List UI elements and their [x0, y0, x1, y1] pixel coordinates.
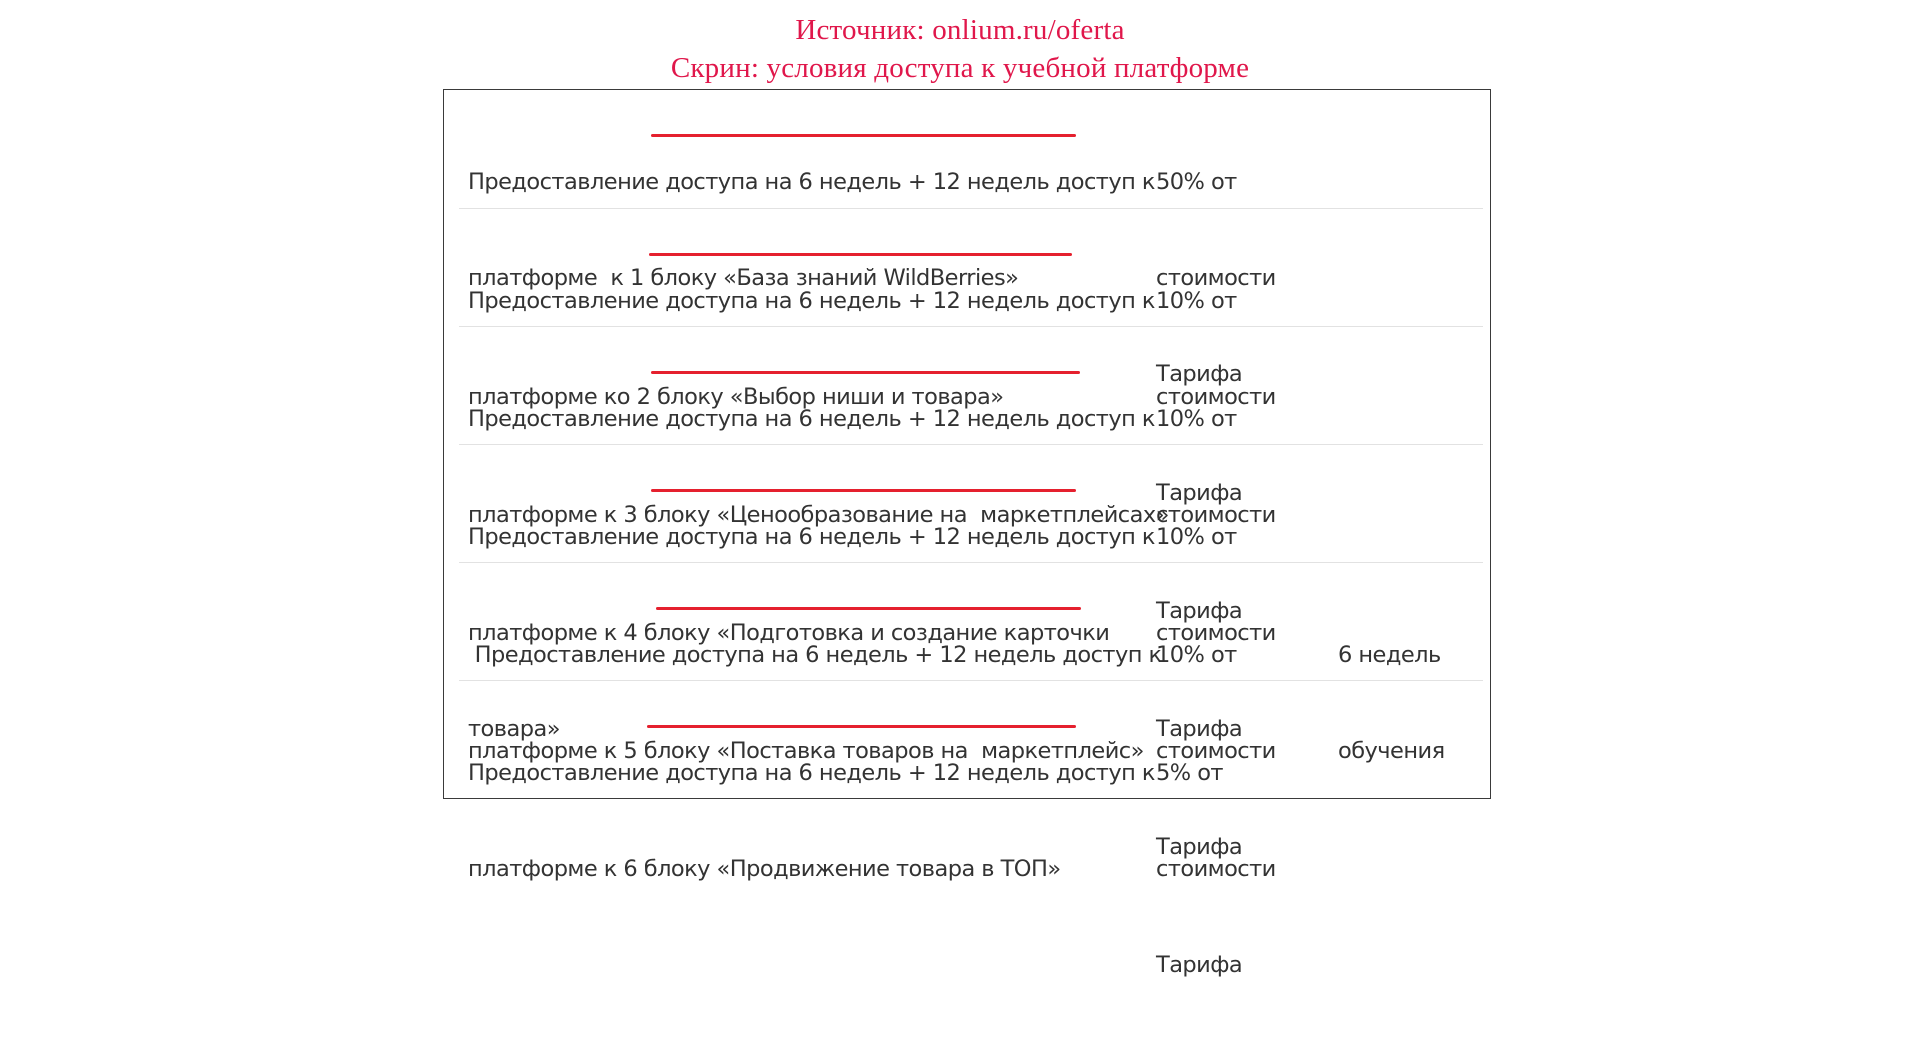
red-underline: [651, 134, 1076, 137]
price-line: 10% от: [1156, 406, 1237, 432]
description-line: платформе к 3 блоку «Ценообразование на маркетплейсах»: [468, 502, 1169, 528]
description-line: платформе к 4 блоку «Подготовка и создание карточки: [468, 620, 1110, 646]
price-line: стоимости: [1156, 738, 1276, 764]
source-caption: Источник: onlium.ru/oferta: [795, 14, 1125, 46]
description-line: Предоставление доступа на 6 недель + 12 недель доступ к: [468, 524, 1155, 550]
description-line: платформе к 5 блоку «Поставка товаров на маркетплейс»: [468, 738, 1144, 764]
price-line: 10% от: [1156, 642, 1237, 668]
price-line: 5% от: [1156, 760, 1223, 786]
screenshot-caption: Скрин: условия доступа к учебной платформе: [670, 52, 1250, 84]
description-line: платформе к 1 блоку «База знаний WildBerries»: [468, 265, 1019, 291]
table-row: [459, 445, 1483, 742]
price-line: Тарифа: [1156, 834, 1243, 860]
price-line: стоимости: [1156, 502, 1276, 528]
training-duration: [1338, 693, 1478, 885]
price-line: 10% от: [1156, 288, 1237, 314]
table-row: [459, 209, 1483, 506]
price-line: Тарифа: [1156, 598, 1243, 624]
price-line: Тарифа: [1156, 952, 1243, 978]
price-line: Тарифа: [1156, 361, 1243, 387]
description-line: Предоставление доступа на 6 недель + 12 недель доступ к: [468, 288, 1155, 314]
description-line: Предоставление доступа на 6 недель + 12 недель доступ к: [468, 169, 1155, 195]
description-line: товара»: [468, 716, 560, 742]
red-underline: [651, 489, 1076, 492]
block-description: [468, 693, 1155, 1013]
red-underline: [649, 253, 1072, 256]
table-row: [459, 327, 1483, 624]
duration-line: обучения: [1338, 738, 1445, 764]
table-row: [459, 681, 1483, 978]
price-line: 10% от: [1156, 524, 1237, 550]
description-line: Предоставление доступа на 6 недель + 12 недель доступ к: [468, 760, 1155, 786]
description-line: платформе к 6 блоку «Продвижение товара в ТОП»: [468, 856, 1061, 882]
description-line: Предоставление доступа на 6 недель + 12 недель доступ к: [468, 642, 1162, 668]
description-line: платформе ко 2 блоку «Выбор ниши и товара»: [468, 384, 1004, 410]
price-share: [1156, 693, 1306, 1045]
red-underline: [656, 607, 1081, 610]
red-underline: [651, 371, 1080, 374]
price-line: стоимости: [1156, 856, 1276, 882]
price-line: Тарифа: [1156, 716, 1243, 742]
price-line: 50% от: [1156, 169, 1237, 195]
price-line: стоимости: [1156, 384, 1276, 410]
price-line: стоимости: [1156, 265, 1276, 291]
price-line: стоимости: [1156, 620, 1276, 646]
duration-line: 6 недель: [1338, 642, 1441, 668]
red-underline: [647, 725, 1076, 728]
price-line: Тарифа: [1156, 480, 1243, 506]
description-line: Предоставление доступа на 6 недель + 12 недель доступ к: [468, 406, 1155, 432]
access-terms-table: [443, 89, 1491, 978]
